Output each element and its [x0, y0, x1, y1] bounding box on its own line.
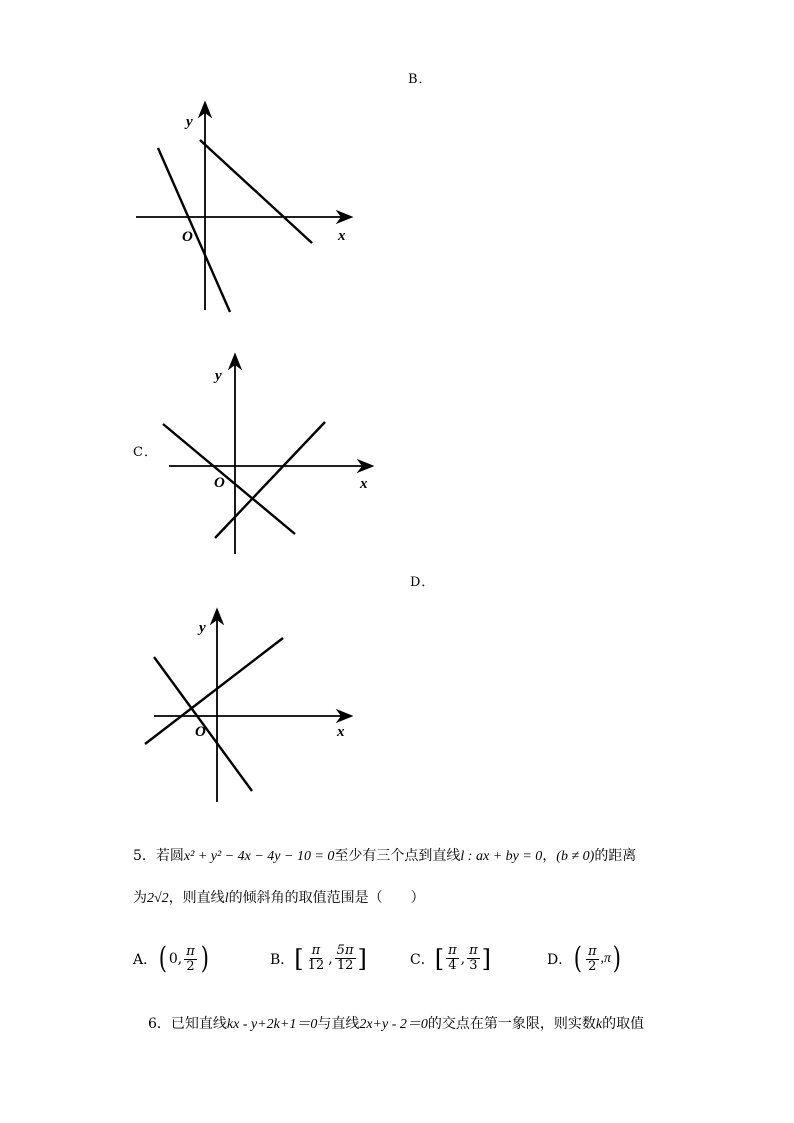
- option-c-den1: 4: [448, 958, 457, 973]
- line-2: [145, 638, 283, 744]
- option-c-num1: π: [448, 943, 457, 958]
- option-b-num2: 5π: [336, 943, 354, 958]
- line-equation: l : ax + by = 0: [460, 849, 543, 864]
- q5-suffix: 的距离: [594, 848, 637, 864]
- q6-suffix: 的交点在第一象限，则实数: [427, 1016, 596, 1032]
- line-2: [200, 140, 312, 243]
- option-d-tail: ,π: [600, 951, 612, 966]
- graph-option-b: [130, 100, 360, 315]
- q5-option-a[interactable]: A． ( 0, $\frac{\pi}{2}$ ): [133, 941, 209, 976]
- distance-value: 2√2: [147, 891, 169, 906]
- q6-prefix: 已知直线: [170, 1016, 227, 1032]
- circle-equation: x² + y² − 4x − 4y − 10 = 0: [183, 849, 335, 864]
- option-d-den: 2: [588, 958, 597, 974]
- question-5-line-1: [133, 846, 636, 867]
- option-c-text-label: C．: [410, 951, 435, 968]
- origin-label: O: [195, 724, 206, 740]
- option-c-num2: π: [469, 943, 478, 958]
- q5-option-c[interactable]: C． [ $\frac{\pi}{4}$ , $\frac{\pi}{3}$ ]: [410, 943, 492, 973]
- y-axis-label: y: [215, 368, 222, 384]
- q5-sep: ，: [542, 848, 557, 864]
- q6-line1: kx - y+2k+1＝0: [226, 1017, 318, 1032]
- option-b-text-label: B．: [270, 951, 295, 968]
- option-b-den2: 12: [336, 958, 354, 973]
- q5-prefix: 若圆: [155, 848, 184, 864]
- question-5-line-2: [133, 888, 425, 909]
- origin-label: O: [182, 229, 193, 245]
- q6-tail: 的取值: [602, 1016, 645, 1032]
- option-d-label: D．: [410, 575, 436, 590]
- option-b-num1: π: [311, 943, 321, 958]
- question-6-number: 6．: [148, 1016, 171, 1032]
- line-name: l: [224, 891, 229, 906]
- q6-line2: 2x+y - 2＝0: [359, 1017, 428, 1032]
- x-axis-label: x: [337, 724, 345, 740]
- q5-option-d[interactable]: D． ( $\frac{\pi}{2}$ ,π ): [547, 941, 621, 976]
- graph-option-c: [155, 350, 380, 560]
- origin-label: O: [214, 475, 225, 491]
- q5-line2-mid: ，则直线: [168, 890, 225, 906]
- x-axis-label: x: [338, 228, 346, 244]
- option-c-label: C．: [133, 445, 158, 460]
- question-5-number: 5．: [133, 848, 156, 864]
- x-axis-label: x: [360, 476, 368, 492]
- q5-option-b[interactable]: B． [ $\frac{\pi}{12}$ , $\frac{5\pi}{12}$ ]: [270, 943, 367, 973]
- y-axis-label: y: [186, 114, 193, 130]
- option-a-label: A．: [133, 952, 158, 968]
- q5-line2-suffix: 的倾斜角的取值范围是（ ）: [228, 890, 425, 906]
- q6-mid: 与直线: [317, 1016, 360, 1032]
- y-axis-label: y: [199, 620, 206, 636]
- option-d-num: π: [587, 943, 597, 959]
- option-b-den1: 12: [307, 958, 325, 973]
- option-a-num: π: [186, 943, 195, 959]
- option-a-den: 2: [186, 958, 195, 974]
- condition: (b ≠ 0): [556, 849, 595, 864]
- q6-var: k: [595, 1017, 603, 1032]
- line-1: [158, 148, 230, 312]
- graph-option-d: [140, 605, 365, 810]
- q5-line2-prefix: 为: [133, 890, 147, 906]
- line-1: [163, 424, 295, 534]
- q5-mid: 至少有三个点到直线: [334, 848, 461, 864]
- option-c-den2: 3: [469, 958, 478, 973]
- option-d-text-label: D．: [547, 952, 573, 968]
- option-a-zero: 0,: [168, 951, 183, 967]
- option-b-label: B．: [408, 72, 433, 87]
- question-6: [148, 1014, 644, 1035]
